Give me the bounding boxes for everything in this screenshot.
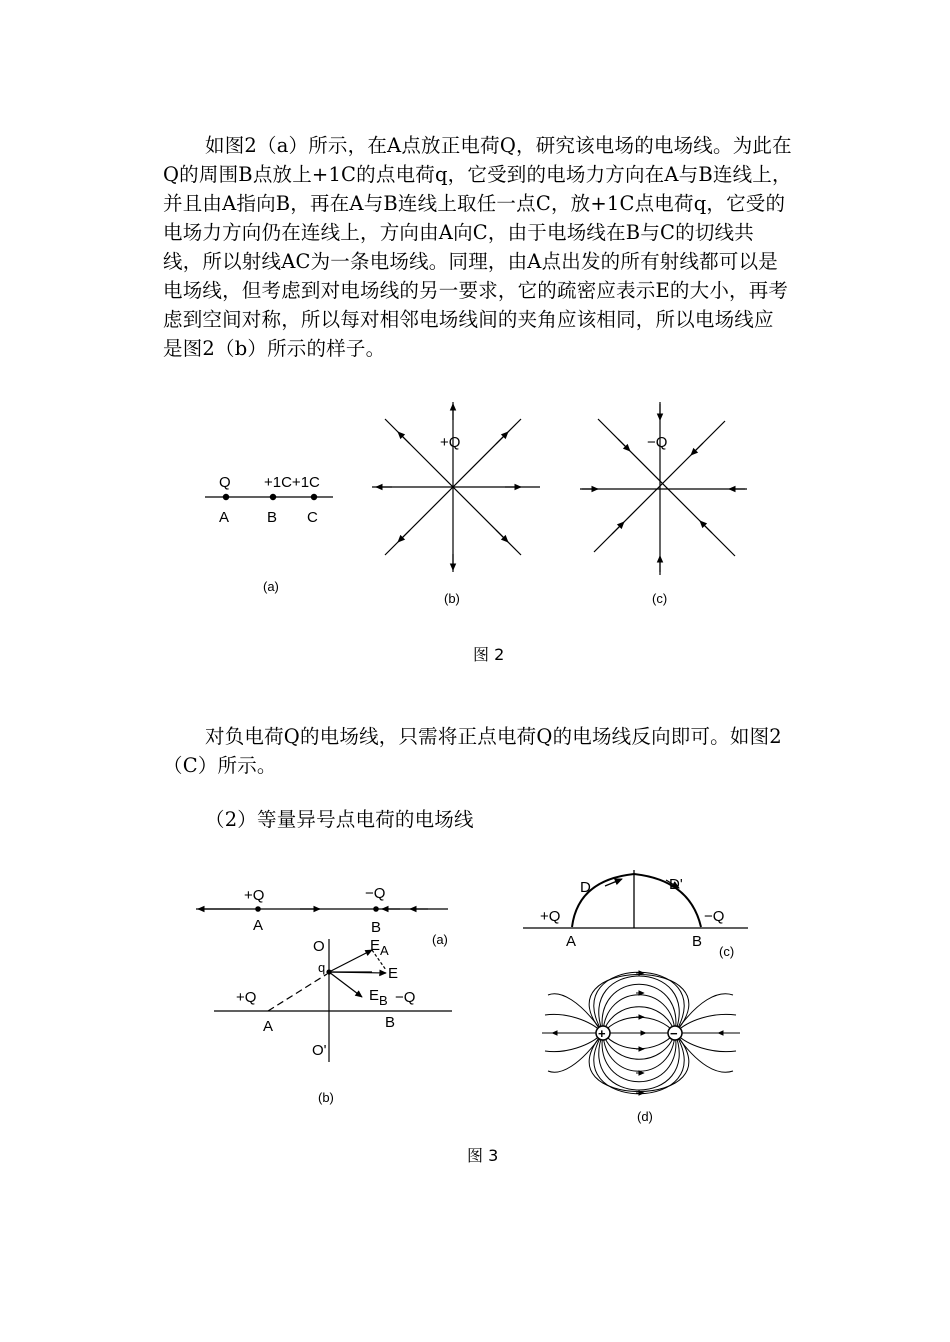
fig3d-line-u2 xyxy=(603,1007,675,1033)
fig3d-minus-sign: − xyxy=(670,1026,678,1041)
fig3b-label-q: q xyxy=(318,960,326,975)
fig3b-label-b: B xyxy=(385,1014,396,1031)
fig3b-label-e: E xyxy=(388,965,399,982)
fig2a-label-q: Q xyxy=(219,474,231,491)
fig3d-line-l1 xyxy=(603,1033,675,1049)
fig3c-label-plus-q: +Q xyxy=(540,908,561,925)
fig2-caption: 图 2 xyxy=(473,645,505,664)
fig3d-outer-p2 xyxy=(545,1033,603,1052)
fig2a-label-b: B xyxy=(267,509,278,526)
fig3b-label-a: A xyxy=(263,1018,274,1035)
fig3c-label-b: B xyxy=(692,933,703,950)
fig2b-arrow-ur xyxy=(496,432,508,444)
fig3c-label-minus-q: −Q xyxy=(704,908,725,925)
fig3c-label-dprime: D' xyxy=(669,876,683,893)
fig2b-arrow-dr xyxy=(496,530,508,542)
fig3a-caption: (a) xyxy=(432,932,448,947)
fig2b-label-charge: +Q xyxy=(440,434,461,451)
fig2a-diagram xyxy=(205,494,333,499)
fig3d-caption: (d) xyxy=(637,1109,653,1124)
fig3b-caption: (b) xyxy=(318,1090,334,1105)
fig3d-line-l4 xyxy=(602,1033,676,1082)
fig3b-dashed-a xyxy=(268,974,327,1011)
fig2b-arrow-ul xyxy=(398,432,410,444)
fig2a-label-c: C xyxy=(307,509,318,526)
fig3b-vector-ea xyxy=(329,950,372,972)
fig2a-caption: (a) xyxy=(263,579,279,594)
fig2a-label-charges: +1C+1C xyxy=(264,474,320,491)
fig3d-line-u4 xyxy=(602,984,676,1033)
fig3a-label-a: A xyxy=(253,917,264,934)
fig3c-label-d: D xyxy=(580,879,591,896)
fig3d-line-u1 xyxy=(603,1017,675,1033)
fig3d-outer-m2 xyxy=(675,1033,736,1052)
fig3a-point-a xyxy=(256,907,260,911)
fig3d-line-l3 xyxy=(603,1033,675,1071)
fig3a-diagram xyxy=(196,907,448,911)
fig2c-label-charge: −Q xyxy=(647,434,668,451)
fig2c-arrow-dl xyxy=(612,522,624,534)
fig3d-line-u3 xyxy=(603,995,675,1033)
fig3a-point-b xyxy=(374,907,378,911)
fig3c-label-a: A xyxy=(566,933,577,950)
fig2c-arrow-ur xyxy=(691,443,703,455)
fig3b-label-ea: EA xyxy=(370,937,389,958)
paragraph-2-text: 对负电荷Q的电场线，只需将正点电荷Q的电场线反向即可。如图2（C）所示。 xyxy=(163,725,782,777)
fig3b-label-o: O xyxy=(313,938,325,955)
fig2b-arrow-dl xyxy=(398,530,410,542)
fig3a-label-b: B xyxy=(371,919,382,936)
fig2b-caption: (b) xyxy=(444,591,460,606)
fig3b-vector-eb xyxy=(329,972,362,997)
fig3b-point-q xyxy=(327,970,331,974)
fig2c-diagram xyxy=(580,402,747,575)
fig2a-point-a xyxy=(223,494,228,499)
fig3d-line-l2 xyxy=(603,1033,675,1059)
fig3b-label-oprime: O' xyxy=(312,1042,327,1059)
fig3d-outer-m1 xyxy=(675,1014,736,1033)
section-heading-dipole: （2）等量异号点电荷的电场线 xyxy=(205,808,474,831)
fig3d-plus-sign: + xyxy=(598,1026,606,1041)
fig3d-diagram xyxy=(542,972,740,1094)
fig2a-label-a: A xyxy=(219,509,230,526)
fig2c-arrow-ul xyxy=(618,439,630,451)
fig2a-point-c xyxy=(311,494,316,499)
fig3a-label-minus-q: −Q xyxy=(365,885,386,902)
fig3b-label-minus-q: −Q xyxy=(395,989,416,1006)
paragraph-1-text: 如图2（a）所示，在A点放正电荷Q，研究该电场的电场线。为此在Q的周围B点放上+1C的点电荷q，它受到的电场力方向在A与B连线上，并且由A指向B，再在A与B连线上取任一点C，放+1C点电荷q，它受的电场力方向仍在连线上，方向由A向C，由于电场线在B与C的切线共线，所以射线AC为一条电场线。同理，由A点出发的所有射线都可以是电场线，但考虑到对电场线的另一要求，它的疏密应表示E的大小，再考虑到空间对称，所以每对相邻电场线间的夹角应该相同，所以电场线应是图2（b）所示的样子。 xyxy=(163,134,792,360)
fig2c-arrow-dr xyxy=(700,521,712,533)
fig3b-label-eb: EB xyxy=(369,987,388,1008)
fig2a-point-b xyxy=(270,494,275,499)
fig3b-vector-e xyxy=(329,972,386,973)
fig3a-label-plus-q: +Q xyxy=(244,887,265,904)
fig2b-diagram xyxy=(372,402,540,572)
fig3d-outer-p1 xyxy=(545,1014,603,1033)
fig3-caption: 图 3 xyxy=(467,1146,499,1165)
fig3c-caption: (c) xyxy=(719,944,735,959)
fig2c-caption: (c) xyxy=(652,591,668,606)
fig3b-label-plus-q: +Q xyxy=(236,989,257,1006)
